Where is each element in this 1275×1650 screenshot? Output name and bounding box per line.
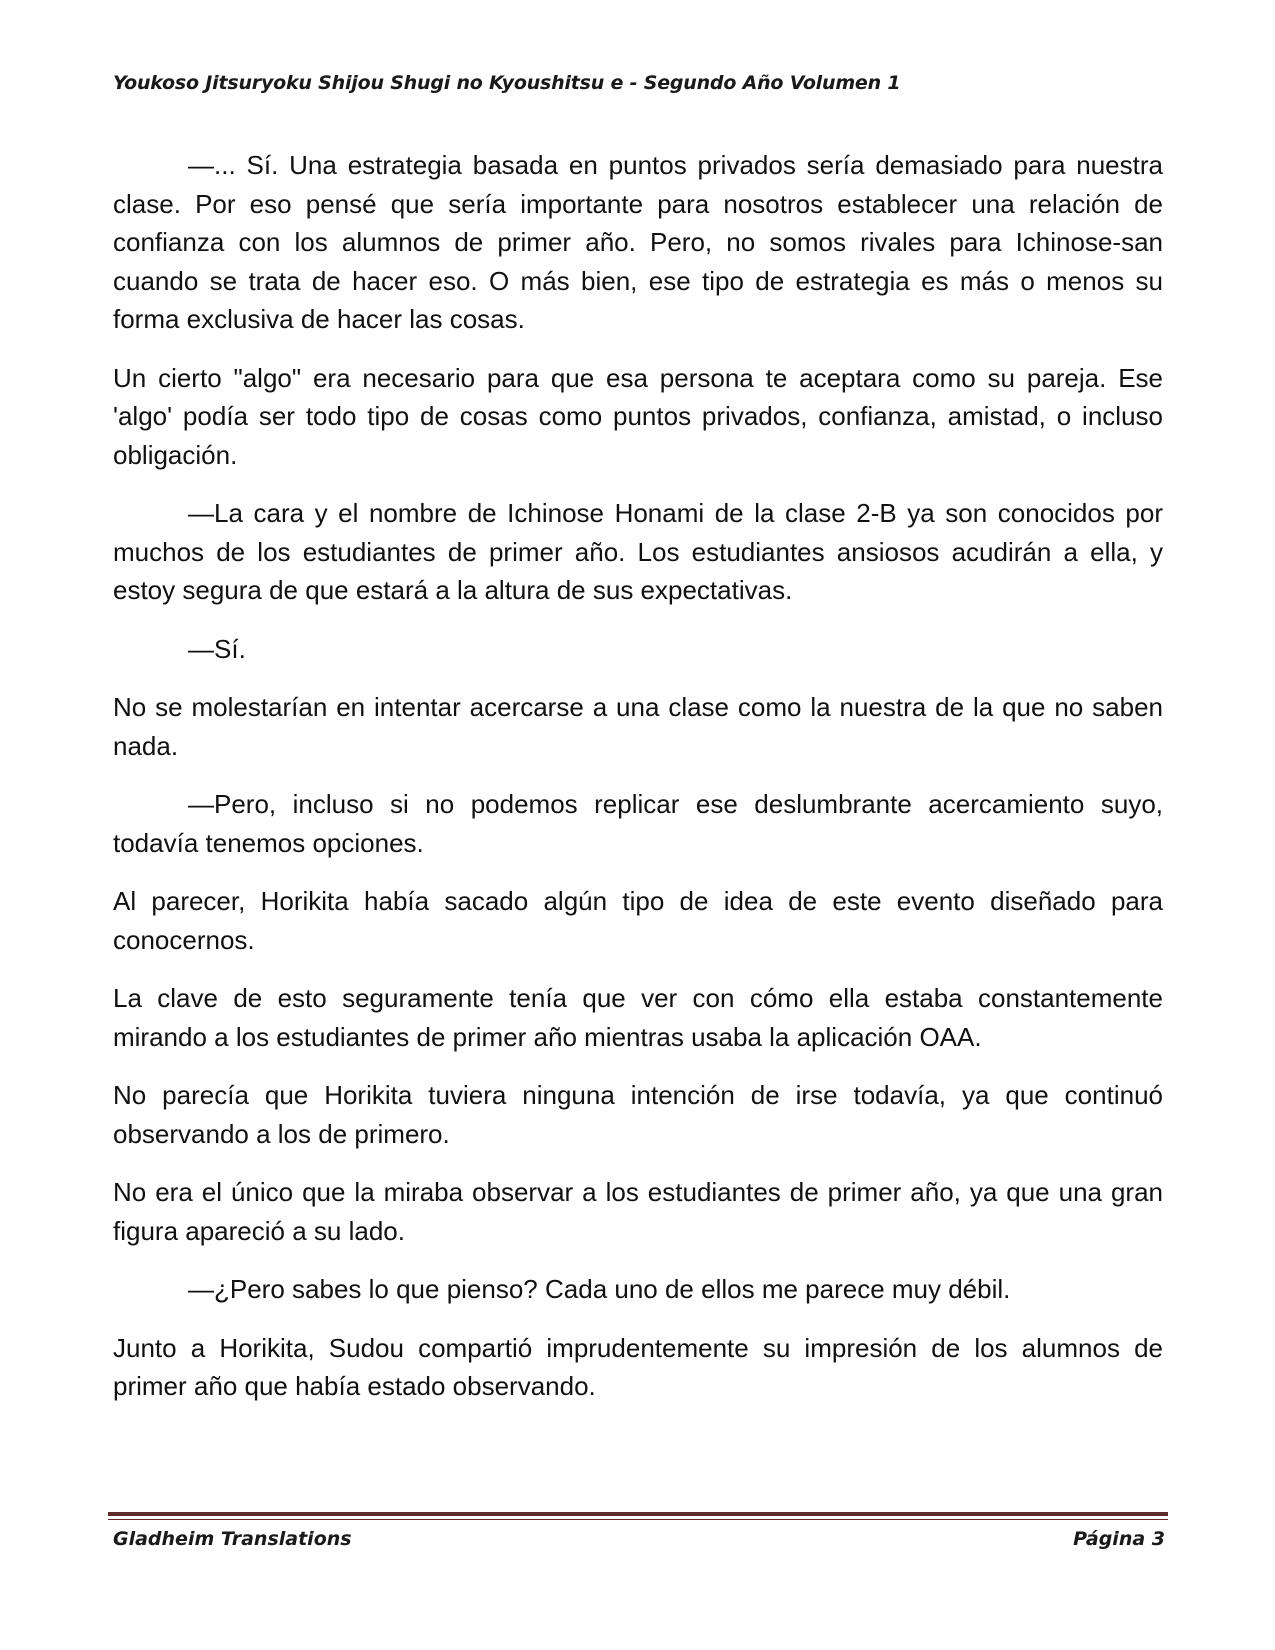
paragraph: Un cierto "algo" era necesario para que esa persona te aceptara como su pareja. Ese 'algo' podía ser todo tipo de cosas como puntos privados, confianza, amistad, o incluso obligación.	[113, 362, 1163, 470]
paragraph: No era el único que la miraba observar a los estudiantes de primer año, ya que una gran figura apareció a su lado.	[113, 1177, 1163, 1246]
page-header-title: Youkoso Jitsuryoku Shijou Shugi no Kyoushitsu e - Segundo Año Volumen 1	[113, 72, 901, 94]
paragraph: Al parecer, Horikita había sacado algún tipo de idea de este evento diseñado para conocernos.	[113, 886, 1163, 955]
paragraph: La clave de esto seguramente tenía que ver con cómo ella estaba constantemente mirando a los estudiantes de primer año mientras usaba la aplicación OAA.	[113, 983, 1163, 1052]
paragraph: —La cara y el nombre de Ichinose Honami de la clase 2-B ya son conocidos por muchos de los estudiantes de primer año. Los estudiantes ansiosos acudirán a ella, y estoy segura de que estará a la altura de sus expectativas.	[113, 498, 1163, 605]
footer-page-number: Página 3	[1073, 1528, 1165, 1550]
footer-divider-thin	[108, 1519, 1168, 1520]
paragraph: —Pero, incluso si no podemos replicar ese deslumbrante acercamiento suyo, todavía tenemos opciones.	[113, 789, 1163, 858]
footer-divider	[108, 1512, 1168, 1516]
paragraph: —... Sí. Una estrategia basada en puntos privados sería demasiado para nuestra clase. Por eso pensé que sería importante para nosotros establecer una relación de confianza con los alumnos de primer año. Pero, no somos rivales para Ichinose-san cuando se trata de hacer eso. O más bien, ese tipo de estrategia es más o menos su forma exclusiva de hacer las cosas.	[113, 150, 1163, 334]
paragraph: No se molestarían en intentar acercarse a una clase como la nuestra de la que no saben nada.	[113, 692, 1163, 761]
body-text	[113, 146, 1163, 1426]
paragraph: No parecía que Horikita tuviera ninguna intención de irse todavía, ya que continuó observando a los de primero.	[113, 1080, 1163, 1149]
paragraph: —Sí.	[188, 633, 246, 664]
footer-publisher: Gladheim Translations	[113, 1528, 352, 1550]
paragraph: Junto a Horikita, Sudou compartió imprudentemente su impresión de los alumnos de primer año que había estado observando.	[113, 1332, 1163, 1401]
paragraph: —¿Pero sabes lo que pienso? Cada uno de ellos me parece muy débil.	[188, 1274, 1011, 1304]
